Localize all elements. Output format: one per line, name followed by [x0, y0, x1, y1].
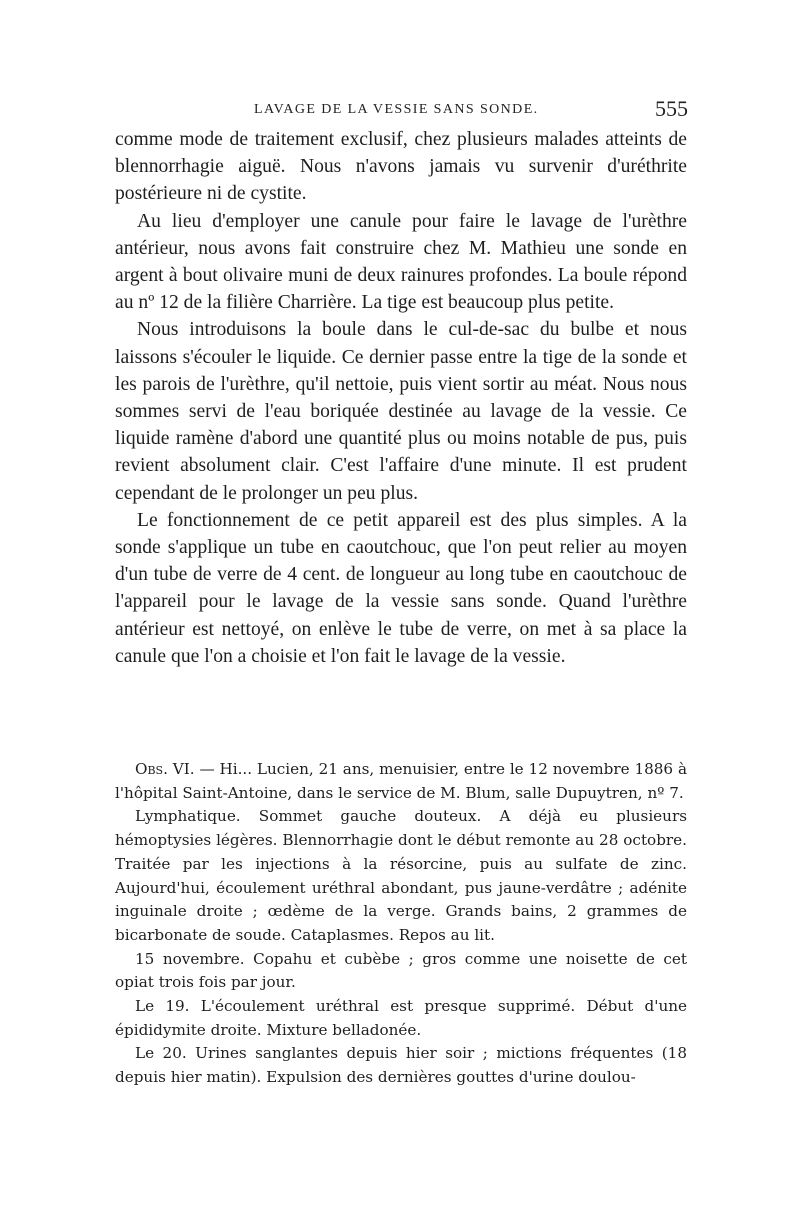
page-number: 555: [655, 96, 688, 121]
observation-intro: — Hi... Lucien, 21 ans, menuisier, entre le 12 novembre 1886 à l'hôpital Saint-Antoine, dans le service de M. Blum, salle Dupuytren, nº 7.: [115, 760, 688, 802]
paragraph-3: Nous introduisons la boule dans le cul-de-sac du bulbe et nous laissons s'écouler le liquide. Ce dernier passe entre la tige de la sonde et les parois de l'urèthre, qu'il nettoie, puis vient sortir au méat. Nous nous sommes servi de l'eau boriquée destinée au lavage de la vessie. Ce liquide ramène d'abord une quantité plus ou moins notable de pus, puis revient absolument clair. C'est l'affaire d'une minute. Il est prudent cependant de le prolonger un peu plus.: [115, 319, 687, 504]
running-title: LAVAGE DE LA VESSIE SANS SONDE.: [254, 102, 539, 117]
main-text: [115, 126, 687, 670]
observation-block: [115, 758, 687, 1090]
observation-paragraph-4: Le 20. Urines sanglantes depuis hier soir ; mictions fréquentes (18 depuis hier matin). Expulsion des dernières gouttes d'urine doulou-: [115, 1044, 687, 1087]
paragraph-1: comme mode de traitement exclusif, chez plusieurs malades atteints de blennorrhagie aiguë. Nous n'avons jamais vu survenir d'uréthrite postérieure ni de cystite.: [115, 129, 687, 205]
observation-paragraph-1: Lymphatique. Sommet gauche douteux. A déjà eu plusieurs hémoptysies légères. Blennorrhagie dont le début remonte au 28 octobre. Traitée par les injections à la résorcine, puis au sulfate de zinc. Aujourd'hui, écoulement uréthral abondant, pus jaune-verdâtre ; adénite inguinale droite ; œdème de la verge. Grands bains, 2 grammes de bicarbonate de soude. Cataplasmes. Repos au lit.: [115, 807, 687, 944]
paragraph-4: Le fonctionnement de ce petit appareil est des plus simples. A la sonde s'applique un tube en caoutchouc, que l'on peut relier au moyen d'un tube de verre de 4 cent. de longueur au long tube en caoutchouc de l'appareil pour le lavage de la vessie sans sonde. Quand l'urèthre antérieur est nettoyé, on enlève le tube de verre, on met à sa place la canule que l'on a choisie et l'on fait le lavage de la vessie.: [115, 509, 687, 667]
observation-label: Obs. VI.: [135, 760, 195, 778]
observation-heading: [115, 758, 687, 805]
page-header: [112, 96, 688, 126]
paragraph-2: Au lieu d'employer une canule pour faire le lavage de l'urèthre antérieur, nous avons fait construire chez M. Mathieu une sonde en argent à bout olivaire muni de deux rainures profondes. La boule répond au nº 12 de la filière Charrière. La tige est beaucoup plus petite.: [115, 210, 687, 314]
observation-paragraph-2: 15 novembre. Copahu et cubèbe ; gros comme une noisette de cet opiat trois fois par jour.: [115, 949, 687, 992]
observation-paragraph-3: Le 19. L'écoulement uréthral est presque supprimé. Début d'une épididymite droite. Mixture belladonée.: [115, 997, 687, 1039]
